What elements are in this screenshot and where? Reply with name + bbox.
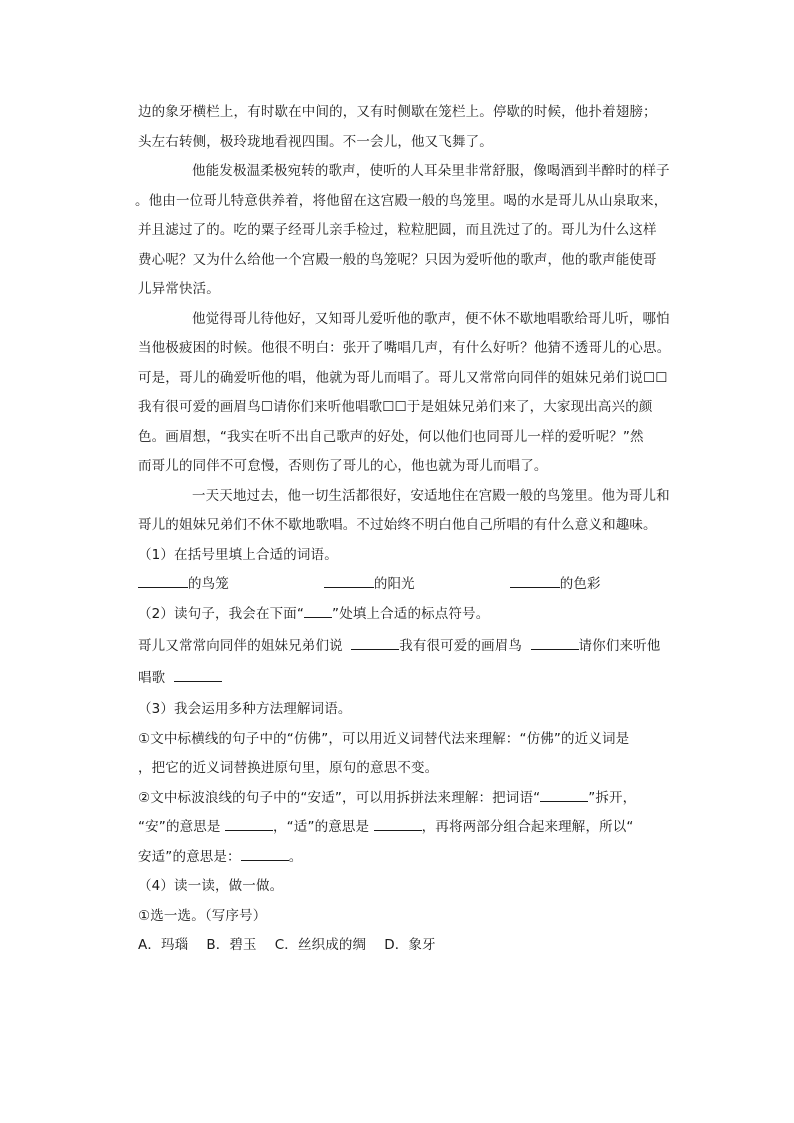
q3-sub1-line2: ，把它的近义词替换进原句里，原句的意思不变。: [138, 760, 439, 776]
question-1-items: [138, 570, 678, 600]
question-1-title: （1）在括号里填上合适的词语。: [138, 546, 338, 563]
q2-text: 请你们来听他: [578, 638, 661, 654]
answer-blank[interactable]: [374, 813, 422, 831]
question-2-sentence-cont: [138, 664, 678, 694]
punct-blank[interactable]: [174, 664, 222, 682]
passage-line: 色。画眉想，“我实在听不出自己歌声的好处，何以他们也同哥儿一样的爱听呢？”然: [138, 428, 644, 445]
option-a[interactable]: A．玛瑙: [138, 937, 189, 953]
answer-blank[interactable]: [241, 843, 289, 861]
option-d[interactable]: D．象牙: [384, 937, 436, 953]
blank-sample: [304, 600, 332, 618]
answer-blank[interactable]: [324, 570, 374, 588]
passage-line: 他能发极温柔极宛转的歌声，使听的人耳朵里非常舒服，像喝酒到半醉时的样子: [192, 163, 670, 179]
q2-title-post: ”处填上合适的标点符号。: [332, 605, 490, 622]
passage-line: 一天天地过去，他一切生活都很好，安适地住在宫殿一般的鸟笼里。他为哥儿和: [192, 487, 670, 504]
q3-sub2-line2: [138, 813, 678, 843]
q2-title-pre: （2）读句子，我会在下面“: [138, 605, 305, 622]
q1-item: 的阳光: [373, 576, 415, 592]
answer-blank[interactable]: [510, 570, 560, 588]
q1-item: 的色彩: [559, 576, 601, 592]
answer-blank[interactable]: [138, 570, 188, 588]
q3-text: “安”的意思是: [138, 819, 221, 835]
passage-line: 头左右转侧，极玲珑地看视四围。不一会儿，他又飞舞了。: [138, 133, 493, 150]
answer-blank[interactable]: [225, 813, 273, 831]
passage-line: 哥儿的姐妹兄弟们不休不歇地歌唱。不过始终不明白他自己所唱的有什么意义和趣味。: [138, 517, 657, 533]
passage-line: 我有很可爱的画眉鸟☐请你们来听他唱歌☐☐于是姐妹兄弟们来了，大家现出高兴的颜: [138, 399, 653, 415]
q2-text: 唱歌: [138, 669, 166, 686]
punct-blank[interactable]: [531, 632, 579, 650]
q3-sub2-line3: [138, 843, 678, 873]
q4-options: [138, 931, 678, 961]
question-3-title: （3）我会运用多种方法理解词语。: [138, 701, 352, 717]
q3-sub2-line1: [138, 784, 678, 814]
passage-line: 儿异常快活。: [138, 281, 220, 297]
q2-text: 我有很可爱的画眉鸟: [399, 638, 523, 654]
q3-sub1-line1: ①文中标横线的句子中的“仿佛”，可以用近义词替代法来理解：“仿佛”的近义词是: [138, 730, 630, 747]
q2-text: 哥儿又常常向同伴的姐妹兄弟们说: [138, 638, 343, 654]
q3-text: ②文中标波浪线的句子中的“安适”，可以用拆拼法来理解：把词语“: [138, 789, 541, 806]
question-2-sentence: [138, 632, 678, 662]
q3-text: ，再将两部分组合起来理解，所以“: [421, 819, 634, 835]
option-c[interactable]: C．丝织成的绸: [274, 937, 367, 953]
question-2-title: [138, 600, 678, 630]
passage-line: 可是，哥儿的确爱听他的唱，他就为哥儿而唱了。哥儿又常常向同伴的姐妹兄弟们说☐☐: [138, 369, 668, 386]
passage-line: 他觉得哥儿待他好，又知哥儿爱听他的歌声，便不休不歇地唱歌给哥儿听，哪怕: [192, 310, 670, 327]
question-4-title: （4）读一读，做一做。: [138, 878, 284, 894]
q3-text: 安适”的意思是：: [138, 848, 241, 865]
q3-text: ，“适”的意思是: [273, 819, 370, 835]
q3-text: ”拆开，: [588, 789, 637, 806]
punct-blank[interactable]: [351, 632, 399, 650]
passage-line: 当他极疲困的时候。他很不明白：张开了嘴唱几声，有什么好听？他猜不透哥儿的心思。: [138, 340, 671, 356]
q1-item: 的鸟笼: [188, 576, 229, 592]
passage-line: 而哥儿的同伴不可怠慢，否则伤了哥儿的心，他也就为哥儿而唱了。: [138, 458, 548, 474]
answer-blank[interactable]: [540, 784, 588, 802]
passage-line: 并且滤过了的。吃的粟子经哥儿亲手检过，粒粒肥圆，而且洗过了的。哥儿为什么这样: [138, 222, 657, 238]
document-body: [135, 98, 678, 961]
passage-line: 。他由一位哥儿特意供养着，将他留在这宫殿一般的鸟笼里。喝的水是哥儿从山泉取来，: [135, 192, 668, 209]
passage-line: 边的象牙横栏上，有时歇在中间的，又有时侧歇在笼栏上。停歇的时候，他扑着翅膀；: [138, 104, 657, 120]
q3-text: 。: [288, 848, 303, 865]
passage-line: 费心呢？又为什么给他一个宫殿一般的鸟笼呢？只因为爱听他的歌声，他的歌声能使哥: [138, 251, 657, 268]
q4-sub1: ①选一选。（写序号）: [138, 907, 267, 924]
option-b[interactable]: B．碧玉: [206, 937, 257, 953]
